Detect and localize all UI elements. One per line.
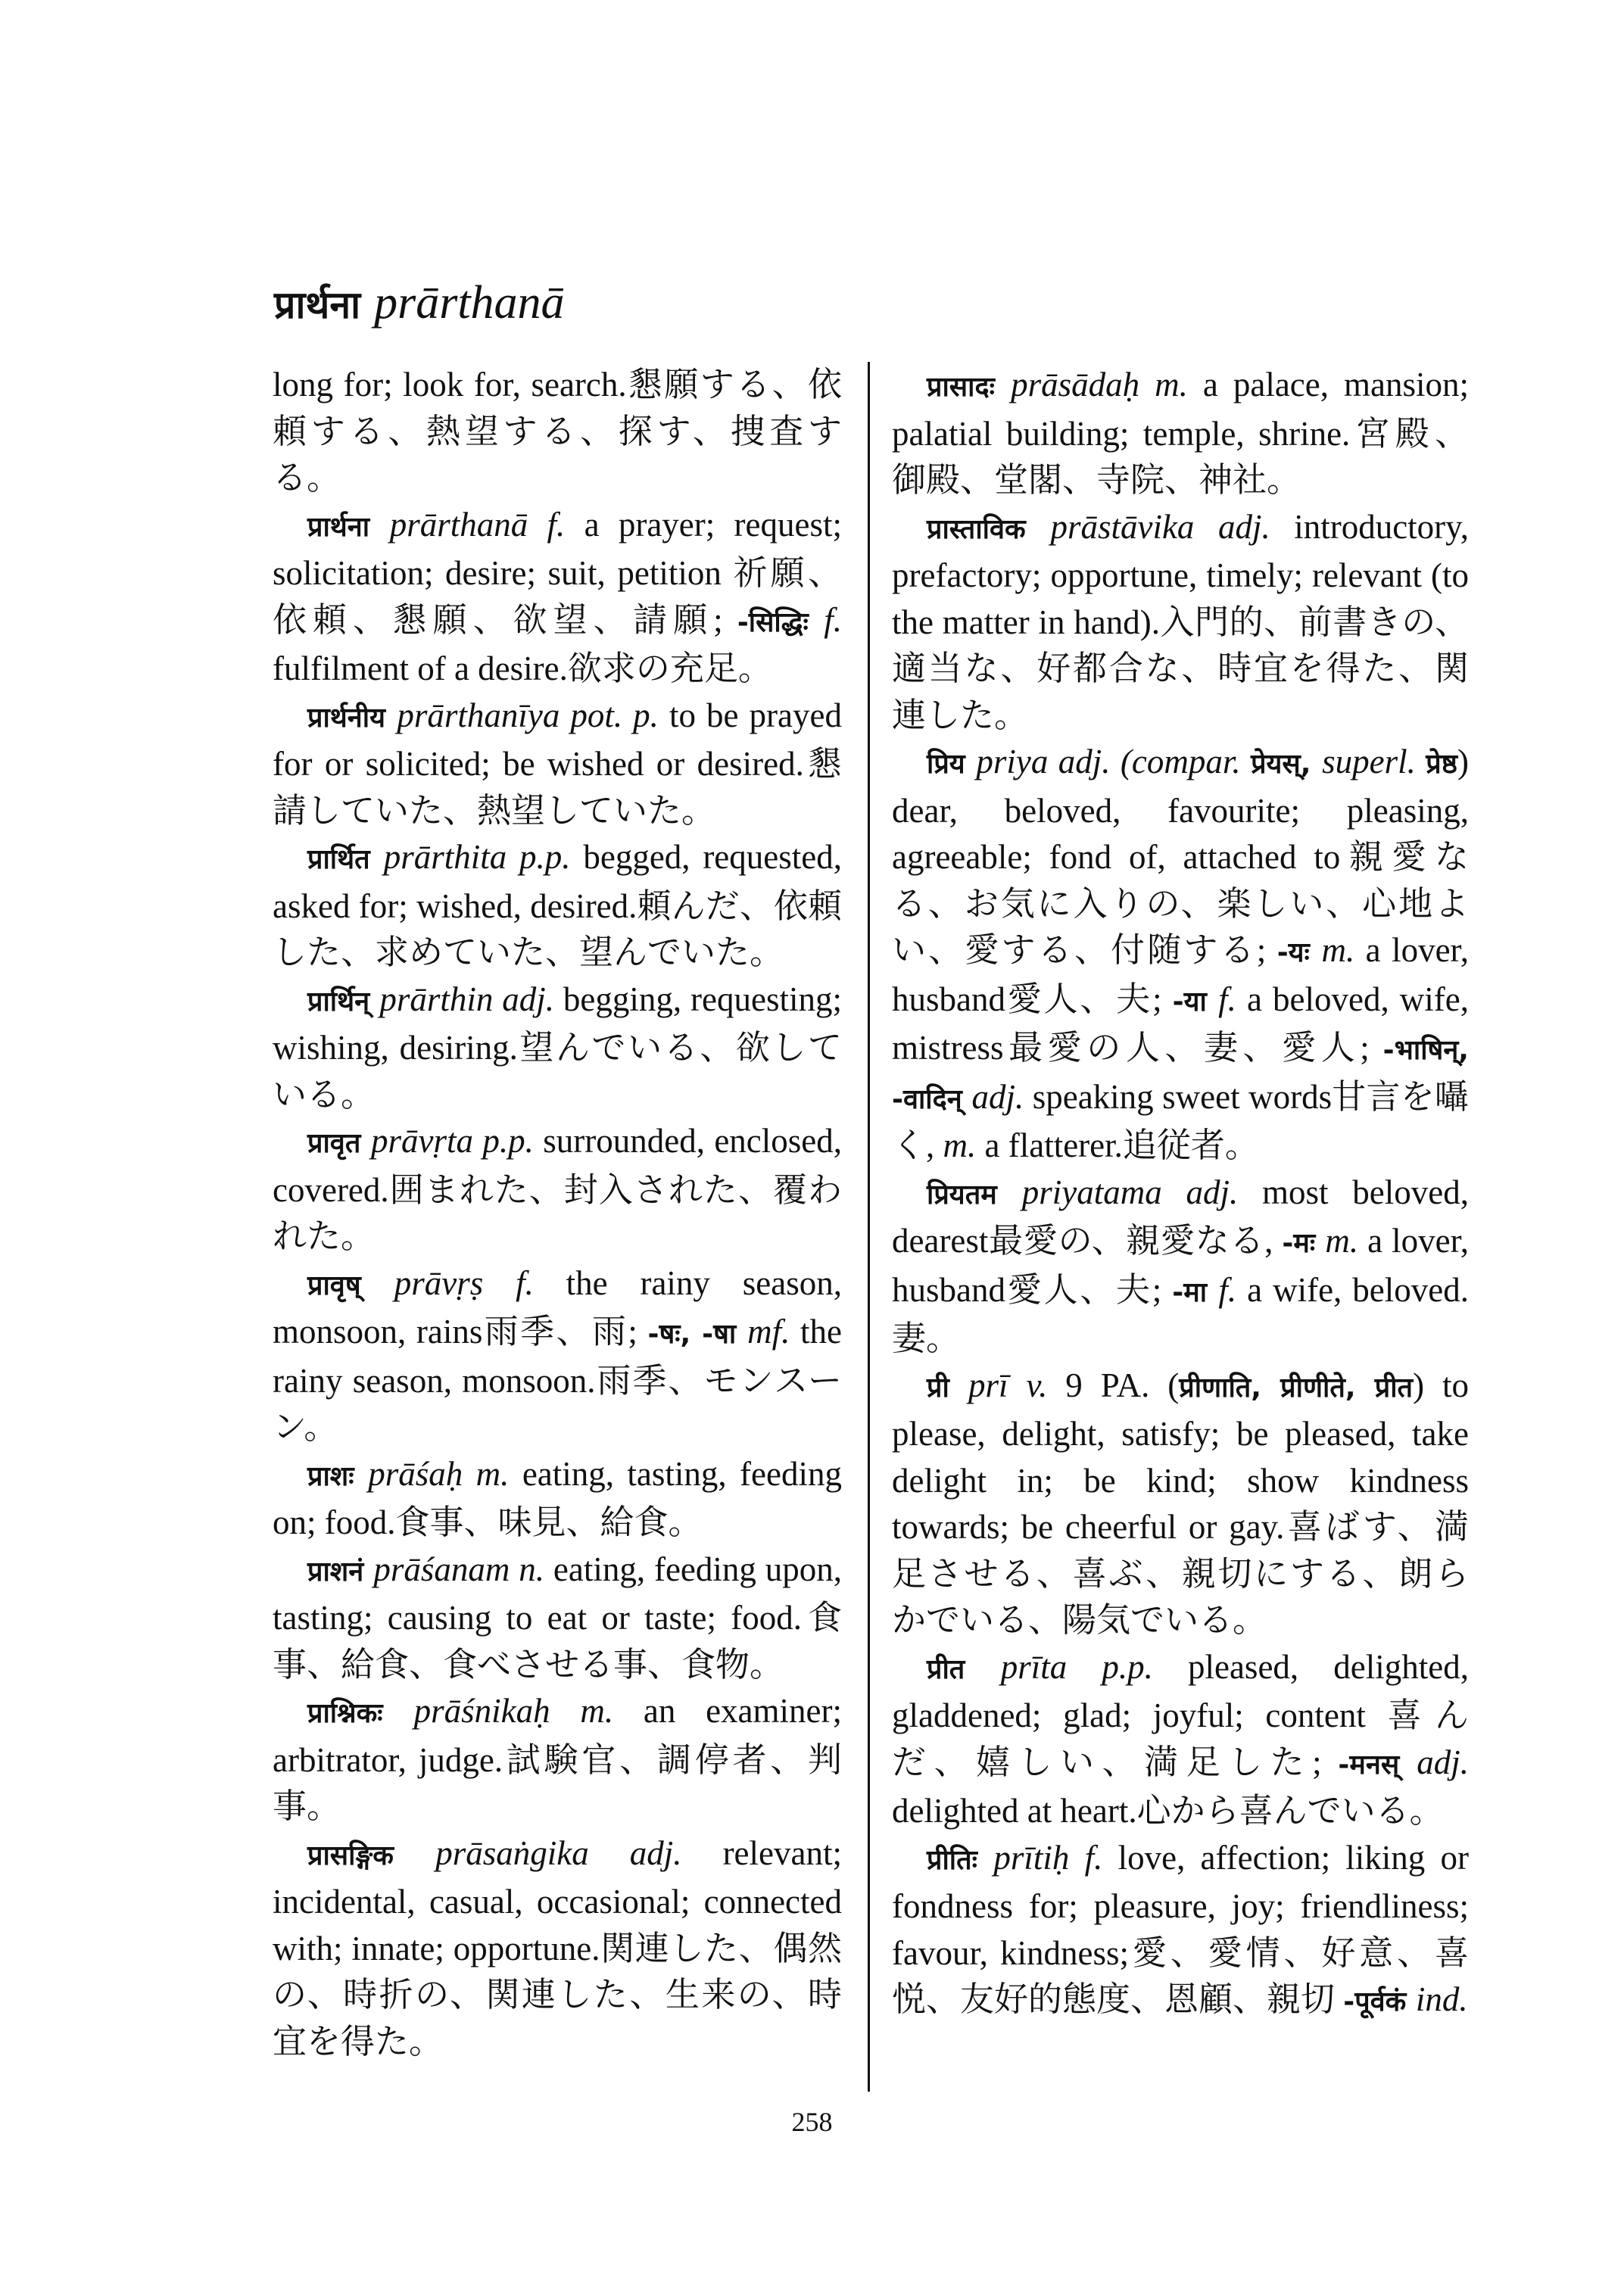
italic-text: prārthita p.p. [383,838,571,876]
devanagari-text: प्रीत [927,1653,1001,1685]
dictionary-entry [273,693,842,835]
devanagari-text: प्राशः [307,1460,369,1492]
italic-text: superl. [1322,743,1426,780]
devanagari-text: प्रासादः [927,372,1011,403]
devanagari-text: -भाषिन्, -वादिन् [892,1035,1469,1115]
dictionary-entry [273,1118,842,1260]
devanagari-text: प्रार्थना [307,511,390,543]
definition-text: the rainy season, monsoon.雨季、モンスーン。 [273,1313,842,1446]
definition-text: delighted at heart.心から喜んでいる。 [892,1792,1444,1830]
definition-text: most beloved, dearest最愛の、親愛なる, [892,1173,1469,1260]
definition-text: fulfilment of a desire.欲求の充足。 [273,650,772,687]
devanagari-text: -या [1172,986,1219,1017]
italic-text: prī v. [968,1366,1048,1404]
devanagari-text: प्राशनं [307,1556,374,1587]
definition-text: a wife, beloved.妻。 [892,1270,1469,1357]
definition-text: 9 PA. ( [1047,1366,1180,1404]
devanagari-text: प्रीणाति, प्रीणीते, प्रीत [1179,1372,1414,1404]
dictionary-entry [273,834,842,977]
devanagari-text: प्रार्थित [307,844,384,875]
definition-text: a palace, mansion; palatial building; temple, shrine.宮殿、御殿、堂閣、寺院、神社。 [892,366,1469,499]
devanagari-text: -पूर्वकं [1343,1986,1416,2017]
italic-text: adj. [1417,1743,1469,1781]
dictionary-entry [273,1451,842,1547]
italic-text: ind. [1415,1980,1468,2018]
italic-text: prāśanam n. [373,1550,545,1588]
running-head-devanagari: प्रार्थना [274,283,361,327]
definition-text: relevant; incidental, casual, occasional; connected with; innate; opportune.関連した、偶然の、時折の、関連した、生来の、時宜を得た。 [273,1833,842,2061]
devanagari-text: प्राश्निकः [307,1698,414,1729]
devanagari-text: प्रार्थनीय [307,702,397,734]
devanagari-text: -मः [1282,1228,1326,1259]
devanagari-text: -यः [1276,937,1322,968]
devanagari-text: -षः, -षा [647,1319,748,1350]
definition-text: a lover, husband愛人、夫; [892,1222,1470,1309]
italic-text: prārthin adj. [379,980,554,1018]
definition-text: eating, feeding upon, tasting; causing to eat or taste; food.食事、給食、食べさせる事、食物。 [273,1550,842,1684]
definition-text: a flatterer.追従者。 [976,1126,1259,1164]
devanagari-text: प्रीतिः [927,1844,994,1876]
devanagari-text: प्रेष्ठ [1426,749,1457,780]
definition-text: a prayer; request; solicitation; desire; suit, petition 祈願、依頼、懇願、欲望、請願; [273,505,843,639]
devanagari-text: -मनस् [1338,1749,1417,1781]
right-column [892,362,1469,2026]
italic-text: m. [1321,931,1355,969]
definition-text: pleased, delighted, gladdened; glad; joyful; content 喜んだ、嬉しい、満足した; [892,1647,1469,1781]
italic-text: priya adj. (compar. [976,743,1252,780]
devanagari-text: -मा [1172,1276,1219,1308]
italic-text: prāvṛṣ f. [394,1263,534,1302]
dictionary-entry [273,1260,842,1451]
italic-text: prītiḥ f. [993,1838,1103,1877]
definition-text: love, affection; liking or fondness for; pleasure, joy; friendliness; favour, kindness;愛、愛情、好意、喜悦、友好的態度、恩顧、親切 [892,1838,1469,2018]
column-divider [868,362,870,2092]
dictionary-entry [892,1644,1469,1835]
italic-text: m. [943,1126,977,1164]
dictionary-entry [273,502,842,693]
definition-text: speaking sweet words甘言を囁く, [892,1077,1469,1164]
definition-text: the rainy season, monsoon, rains雨季、雨; [273,1263,842,1351]
dictionary-entry [892,362,1469,504]
page-number: 258 [791,2107,833,2137]
dictionary-entry [273,1547,842,1689]
dictionary-entry [892,504,1469,740]
definition-text: long for; look for, search.懇願する、依頼する、熱望する、探す、捜査する。 [273,366,842,497]
devanagari-text: प्रेयस्, [1251,749,1323,780]
italic-text: prārthanā f. [389,505,566,544]
devanagari-text: प्रावृत [307,1128,371,1159]
dictionary-entry [892,739,1469,1170]
devanagari-text: प्री [927,1372,969,1404]
dictionary-entry [273,362,842,502]
italic-text: prāsādaḥ m. [1011,366,1188,403]
italic-text: prāsaṅgika adj. [435,1833,682,1872]
italic-text: adj. [971,1077,1024,1116]
running-head [274,273,565,335]
italic-text: f. [1218,1270,1237,1309]
definition-text: a beloved, wife, mistress最愛の人、妻、愛人; [892,980,1469,1067]
italic-text: f. [824,600,842,639]
italic-text: f. [1218,980,1236,1018]
devanagari-text: प्रिय [927,749,977,780]
italic-text: prāśaḥ m. [368,1454,510,1493]
devanagari-text: प्रास्ताविक [927,513,1051,545]
italic-text: m. [1325,1222,1359,1260]
definition-text: an examiner; arbitrator, judge.試験官、調停者、判事。 [273,1692,842,1825]
running-head-translit: prārthanā [374,277,565,329]
devanagari-text: प्रियतम [927,1179,1022,1210]
dictionary-entry [892,1363,1469,1644]
devanagari-text: प्रावृष् [307,1270,394,1301]
italic-text: prīta p.p. [1000,1647,1153,1686]
definition-text: begged, requested, asked for; wished, desired.頼んだ、依頼した、求めていた、望んでいた。 [273,838,842,971]
devanagari-text: -सिद्धिः [737,606,824,638]
definition-text: ) to please, delight, satisfy; be pleased, take delight in; be kind; show kindness towards; be cheerful or gay.喜ばす、満足させる、喜ぶ、親切にする、朗らかでいる、陽気でいる。 [892,1366,1469,1639]
italic-text: mf. [747,1313,790,1351]
italic-text: priyatama adj. [1021,1173,1239,1211]
definition-text: eating, tasting, feeding on; food.食事、味見、給食。 [273,1454,842,1541]
definition-text: introductory, prefactory; opportune, timely; relevant (to the matter in hand).入門的、前書きの、適当な、好都合な、時宜を得た、関連した。 [892,507,1469,734]
italic-text: prāstāvika adj. [1050,507,1270,546]
left-column [273,362,842,2065]
dictionary-entry [892,1170,1469,1363]
italic-text: prārthanīya pot. p. [397,696,659,734]
italic-text: prāśnikaḥ m. [413,1692,614,1730]
dictionary-entry [273,1830,842,2066]
dictionary-entry [273,977,842,1119]
definition-text: a lover, husband愛人、夫; [892,931,1469,1018]
definition-text: ) dear, beloved, favourite; pleasing, agreeable; fond of, attached to親愛なる、お気に入りの、楽しい、心地よい、愛する、付随する; [892,743,1469,969]
devanagari-text: प्रार्थिन् [307,986,380,1017]
italic-text: prāvṛta p.p. [371,1122,534,1160]
definition-text: surrounded, enclosed, covered.囲まれた、封入された、覆われた。 [273,1122,842,1255]
dictionary-entry [892,1835,1469,2026]
definition-text: begging, requesting; wishing, desiring.望んでいる、欲している。 [273,980,842,1114]
dictionary-entry [273,1688,842,1830]
devanagari-text: प्रासङ्गिक [307,1840,436,1871]
definition-text: to be prayed for or solicited; be wished or desired.懇請していた、熱望していた。 [273,696,842,830]
